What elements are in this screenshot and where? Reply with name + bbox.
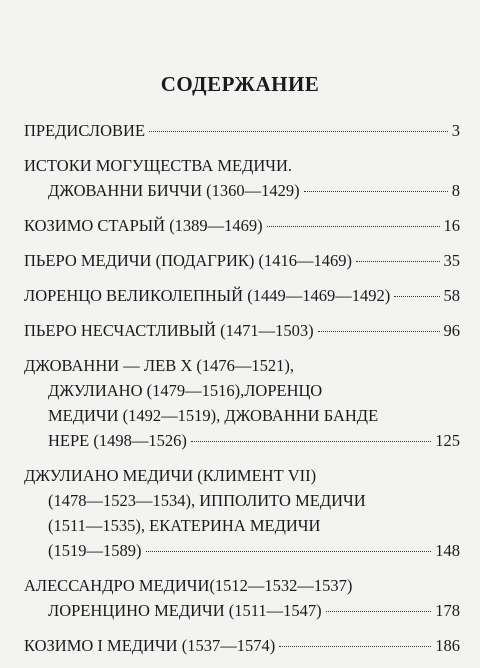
page-number: 178 — [435, 601, 460, 620]
page-number: 125 — [435, 431, 460, 450]
toc-entry-line — [24, 488, 460, 513]
toc-entry-line — [24, 283, 460, 308]
toc-entry-text: ПРЕДИСЛОВИЕ — [24, 121, 146, 140]
toc-entry — [24, 283, 460, 308]
dot-leader — [394, 296, 439, 297]
page-number: 58 — [443, 286, 460, 305]
toc-entry-text: КОЗИМО I МЕДИЧИ (1537—1574) — [24, 636, 276, 655]
table-of-contents — [24, 118, 460, 668]
toc-entry-line — [24, 353, 460, 378]
toc-entry-text: НЕРЕ (1498—1526) — [48, 431, 187, 450]
page-number: 3 — [451, 121, 460, 140]
toc-entry-line — [24, 573, 460, 598]
toc-entry-line — [24, 598, 460, 623]
toc-entry-text: МЕДИЧИ (1492—1519), ДЖОВАННИ БАНДЕ — [48, 406, 379, 425]
toc-entry — [24, 213, 460, 238]
toc-entry-line — [24, 178, 460, 203]
toc-entry-line — [24, 513, 460, 538]
page-number: 35 — [443, 251, 460, 270]
toc-entry-text: ДЖУЛИАНО (1479—1516),ЛОРЕНЦО — [48, 381, 323, 400]
toc-entry-text: ИСТОКИ МОГУЩЕСТВА МЕДИЧИ. — [24, 156, 293, 175]
toc-entry-text: АЛЕССАНДРО МЕДИЧИ(1512—1532—1537) — [24, 576, 353, 595]
dot-leader — [318, 331, 440, 332]
toc-entry-text: ПЬЕРО МЕДИЧИ (ПОДАГРИК) (1416—1469) — [24, 251, 352, 270]
page-title: СОДЕРЖАНИЕ — [160, 72, 320, 96]
toc-entry-text: (1478—1523—1534), ИППОЛИТО МЕДИЧИ — [48, 491, 366, 510]
toc-entry-text: КОЗИМО СТАРЫЙ (1389—1469) — [24, 216, 263, 235]
toc-entry-text: (1519—1589) — [48, 541, 142, 560]
dot-leader — [356, 261, 440, 262]
toc-entry-line — [24, 378, 460, 403]
toc-entry-line — [24, 213, 460, 238]
toc-entry — [24, 463, 460, 563]
dot-leader — [267, 226, 440, 227]
toc-entry — [24, 118, 460, 143]
page-number: 186 — [435, 636, 460, 655]
page-number: 96 — [443, 321, 460, 340]
toc-entry-line — [24, 633, 460, 658]
toc-entry — [24, 633, 460, 658]
toc-entry-line — [24, 403, 460, 428]
page-number: 8 — [451, 181, 460, 200]
toc-entry-line — [24, 463, 460, 488]
dot-leader — [191, 441, 431, 442]
toc-entry-text: (1511—1535), ЕКАТЕРИНА МЕДИЧИ — [48, 516, 321, 535]
toc-entry-text: ЛОРЕНЦО ВЕЛИКОЛЕПНЫЙ (1449—1469—1492) — [24, 286, 391, 305]
toc-entry — [24, 318, 460, 343]
toc-entry-line — [24, 538, 460, 563]
toc-entry — [24, 153, 460, 203]
toc-entry — [24, 353, 460, 453]
dot-leader — [279, 646, 431, 647]
dot-leader — [146, 551, 432, 552]
dot-leader — [326, 611, 432, 612]
dot-leader — [304, 191, 448, 192]
toc-entry — [24, 573, 460, 623]
toc-entry-line — [24, 153, 460, 178]
toc-entry-line — [24, 428, 460, 453]
page-number: 148 — [435, 541, 460, 560]
toc-entry-text: ПЬЕРО НЕСЧАСТЛИВЫЙ (1471—1503) — [24, 321, 314, 340]
toc-entry-text: ДЖУЛИАНО МЕДИЧИ (КЛИМЕНТ VII) — [24, 466, 317, 485]
page-number: 16 — [443, 216, 460, 235]
toc-entry-text: ДЖОВАННИ — ЛЕВ X (1476—1521), — [24, 356, 294, 375]
toc-entry-text: ДЖОВАННИ БИЧЧИ (1360—1429) — [48, 181, 300, 200]
toc-entry-line — [24, 118, 460, 143]
toc-entry-line — [24, 248, 460, 273]
toc-entry — [24, 248, 460, 273]
toc-entry-text: ЛОРЕНЦИНО МЕДИЧИ (1511—1547) — [48, 601, 322, 620]
dot-leader — [149, 131, 448, 132]
toc-entry-line — [24, 318, 460, 343]
